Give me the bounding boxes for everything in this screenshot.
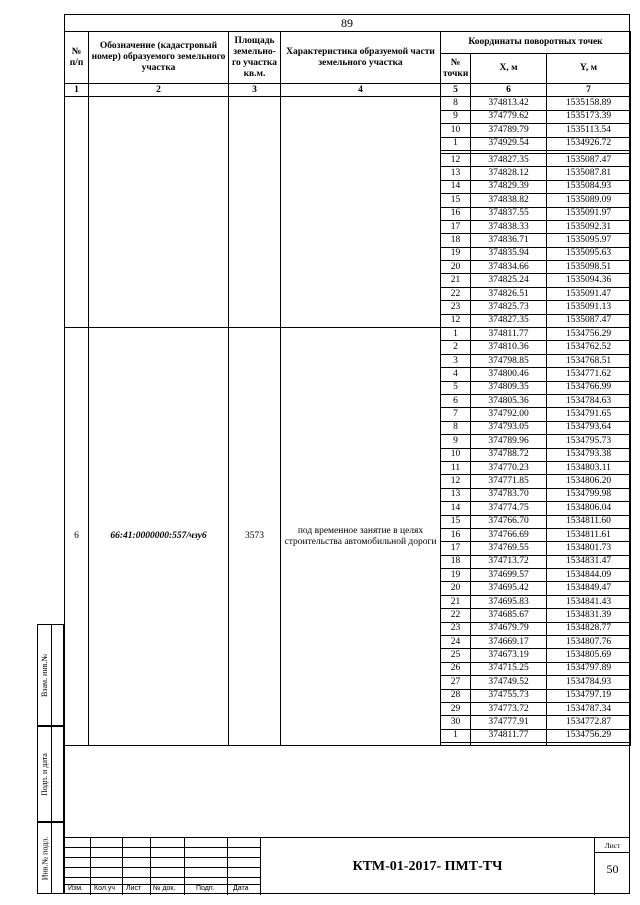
point-number: 21: [441, 274, 471, 287]
point-number: 18: [441, 234, 471, 247]
point-number: 22: [441, 287, 471, 300]
caption-sign: Подп.: [196, 885, 215, 892]
point-number: 18: [441, 555, 471, 568]
column-number: 2: [89, 84, 229, 97]
coord-x: 374769.55: [471, 542, 547, 555]
point-number: 24: [441, 636, 471, 649]
coord-x: 374715.25: [471, 662, 547, 675]
point-number: 15: [441, 194, 471, 207]
coord-y: 1534772.87: [547, 716, 631, 729]
coord-y: 1535087.47: [547, 314, 631, 327]
table-row: [65, 97, 631, 110]
point-number: 19: [441, 569, 471, 582]
coord-y: 1534799.98: [547, 488, 631, 501]
title-block: [64, 837, 630, 895]
sheet-number: 50: [606, 862, 619, 876]
coord-y: 1534762.52: [547, 341, 631, 354]
stamp-divider: [51, 727, 52, 821]
coord-x: 374813.42: [471, 97, 547, 110]
point-number: 13: [441, 488, 471, 501]
coord-x: 374825.73: [471, 301, 547, 314]
sheet-box: [595, 838, 630, 895]
coord-x: 374788.72: [471, 448, 547, 461]
revision-grid: [64, 838, 260, 895]
caption-doc-no: № док.: [153, 885, 176, 892]
coord-y: 1535089.09: [547, 194, 631, 207]
header-y: Y, м: [547, 54, 631, 84]
block1-designation: [89, 97, 229, 328]
point-number: 15: [441, 515, 471, 528]
coord-x: 374811.77: [471, 729, 547, 742]
document-code: КТМ-01-2017- ПМТ-ТЧ: [260, 838, 595, 895]
point-number: 5: [441, 381, 471, 394]
point-number: 6: [441, 394, 471, 407]
coord-x: 374766.69: [471, 528, 547, 541]
coord-x: 374838.33: [471, 220, 547, 233]
coord-x: 374811.77: [471, 328, 547, 341]
header-no: № п/п: [65, 32, 89, 84]
coord-y: 1534756.29: [547, 729, 631, 742]
coord-y: 1534849.47: [547, 582, 631, 595]
point-number: 8: [441, 421, 471, 434]
page-number: 89: [341, 16, 353, 30]
stamp-divider: [51, 823, 52, 893]
caption-kol-uch: Кол.уч: [94, 885, 115, 892]
coord-y: 1534811.61: [547, 528, 631, 541]
coord-y: 1535094.36: [547, 274, 631, 287]
header-designation: Обозначение (кадастровый номер) образуемого земельного участка: [89, 32, 229, 84]
coord-y: 1534787.34: [547, 702, 631, 715]
coord-x: 374777.91: [471, 716, 547, 729]
point-number: 1: [441, 729, 471, 742]
block1-area: [229, 97, 281, 328]
coord-y: 1534795.73: [547, 435, 631, 448]
coord-y: 1535158.89: [547, 97, 631, 110]
point-number: 2: [441, 341, 471, 354]
caption-izm: Изм.: [68, 885, 83, 892]
coord-y: 1535091.47: [547, 287, 631, 300]
grid-line: [227, 838, 228, 895]
coord-x: 374695.83: [471, 595, 547, 608]
coord-x: 374829.39: [471, 180, 547, 193]
coord-y: 1534797.89: [547, 662, 631, 675]
point-number: 10: [441, 124, 471, 137]
grid-line: [64, 847, 260, 848]
area-value: 3573: [229, 328, 281, 746]
point-number: 19: [441, 247, 471, 260]
column-numbers-row: [65, 84, 631, 97]
point-number: 23: [441, 301, 471, 314]
coord-y: 1534784.93: [547, 676, 631, 689]
coord-x: 374798.85: [471, 354, 547, 367]
point-number: 26: [441, 662, 471, 675]
point-number: 16: [441, 207, 471, 220]
grid-line: [90, 838, 91, 895]
cadastral-number: 66:41:0000000:557/чзу6: [89, 328, 229, 746]
header-area: Площадь земельно-го участка кв.м.: [229, 32, 281, 84]
column-number: 7: [547, 84, 631, 97]
coord-y: 1534791.65: [547, 408, 631, 421]
point-number: 30: [441, 716, 471, 729]
coord-x: 374685.67: [471, 609, 547, 622]
coord-x: 374809.35: [471, 381, 547, 394]
column-number: 1: [65, 84, 89, 97]
grid-line: [595, 852, 630, 853]
stamp-sign-date-label: Подп. и дата: [40, 752, 49, 796]
coord-x: 374713.72: [471, 555, 547, 568]
point-number: 28: [441, 689, 471, 702]
point-number: 17: [441, 542, 471, 555]
column-number: 3: [229, 84, 281, 97]
point-number: 20: [441, 582, 471, 595]
column-number: 5: [441, 84, 471, 97]
point-number: 4: [441, 368, 471, 381]
coord-x: 374827.35: [471, 153, 547, 166]
point-number: 9: [441, 435, 471, 448]
coord-y: 1535087.47: [547, 153, 631, 166]
coord-y: 1534784.63: [547, 394, 631, 407]
coord-y: 1534831.47: [547, 555, 631, 568]
table-row: [65, 328, 631, 341]
point-number: 27: [441, 676, 471, 689]
stamp-sign-date: [37, 726, 64, 822]
coord-y: 1534803.11: [547, 461, 631, 474]
point-number: 20: [441, 261, 471, 274]
grid-line: [184, 838, 185, 895]
coord-x: 374789.79: [471, 124, 547, 137]
coord-y: 1534807.76: [547, 636, 631, 649]
block1-no: [65, 97, 89, 328]
coord-x: 374826.51: [471, 287, 547, 300]
point-number: 22: [441, 609, 471, 622]
header-coordinates: Координаты поворотных точек: [441, 32, 631, 54]
coord-y: 1534805.69: [547, 649, 631, 662]
point-number: 12: [441, 314, 471, 327]
coord-y: 1534793.64: [547, 421, 631, 434]
coord-x: 374929.54: [471, 137, 547, 150]
point-number: 14: [441, 502, 471, 515]
coord-y: 1535173.39: [547, 110, 631, 123]
coord-x: 374800.46: [471, 368, 547, 381]
coord-y: 1535095.97: [547, 234, 631, 247]
coord-x: 374695.42: [471, 582, 547, 595]
point-number: 16: [441, 528, 471, 541]
point-number: 1: [441, 137, 471, 150]
point-number: 23: [441, 622, 471, 635]
coord-x: 374679.79: [471, 622, 547, 635]
coord-x: 374749.52: [471, 676, 547, 689]
coord-y: 1534926.72: [547, 137, 631, 150]
coord-y: 1535098.51: [547, 261, 631, 274]
coord-x: 374837.55: [471, 207, 547, 220]
point-number: 1: [441, 328, 471, 341]
coord-y: 1534828.77: [547, 622, 631, 635]
coord-x: 374669.17: [471, 636, 547, 649]
column-number: 4: [281, 84, 441, 97]
point-number: 29: [441, 702, 471, 715]
coordinates-table: [64, 31, 631, 746]
coord-y: 1534801.73: [547, 542, 631, 555]
coord-y: 1535091.13: [547, 301, 631, 314]
coord-x: 374789.96: [471, 435, 547, 448]
coord-x: 374770.23: [471, 461, 547, 474]
point-number: 3: [441, 354, 471, 367]
coord-y: 1535091.97: [547, 207, 631, 220]
coord-x: 374828.12: [471, 167, 547, 180]
point-number: 21: [441, 595, 471, 608]
grid-line: [64, 857, 260, 858]
coord-y: 1534766.99: [547, 381, 631, 394]
coord-x: 374792.00: [471, 408, 547, 421]
empty-cell: [547, 743, 631, 746]
sheet-label: Лист: [604, 841, 621, 850]
point-number: 12: [441, 153, 471, 166]
row-number: 6: [65, 328, 89, 746]
block1-characteristic: [281, 97, 441, 328]
coord-x: 374825.24: [471, 274, 547, 287]
header-x: X, м: [471, 54, 547, 84]
coord-x: 374838.82: [471, 194, 547, 207]
coord-y: 1534771.62: [547, 368, 631, 381]
point-number: 9: [441, 110, 471, 123]
coord-x: 374774.75: [471, 502, 547, 515]
grid-line: [64, 877, 260, 878]
coord-y: 1534844.09: [547, 569, 631, 582]
stamp-inv-orig-label: Инв.№ подл.: [40, 836, 49, 880]
coord-x: 374810.36: [471, 341, 547, 354]
coord-x: 374773.72: [471, 702, 547, 715]
stamp-inv-replace-label: Взам. инв.№: [40, 653, 49, 697]
coord-x: 374827.35: [471, 314, 547, 327]
column-number: 6: [471, 84, 547, 97]
stamp-inv-replace: [37, 624, 64, 726]
point-number: 14: [441, 180, 471, 193]
grid-line: [64, 867, 260, 868]
coord-y: 1534806.04: [547, 502, 631, 515]
point-number: 11: [441, 461, 471, 474]
coord-y: 1535087.81: [547, 167, 631, 180]
point-number: 25: [441, 649, 471, 662]
coord-x: 374805.36: [471, 394, 547, 407]
coord-y: 1534831.39: [547, 609, 631, 622]
point-number: 13: [441, 167, 471, 180]
coord-y: 1534797.19: [547, 689, 631, 702]
stamp-inv-orig: [37, 822, 64, 894]
characteristic-text: под временное занятие в целях строительства автомобильной дороги: [281, 328, 441, 746]
grid-line: [150, 838, 151, 895]
coord-y: 1535095.63: [547, 247, 631, 260]
grid-line: [122, 838, 123, 895]
coord-x: 374783.70: [471, 488, 547, 501]
caption-date: Дата: [233, 885, 249, 892]
point-number: 7: [441, 408, 471, 421]
coord-x: 374771.85: [471, 475, 547, 488]
header-characteristic: Характеристика образуемой части земельного участка: [281, 32, 441, 84]
point-number: 17: [441, 220, 471, 233]
coord-y: 1535084.93: [547, 180, 631, 193]
coord-x: 374793.05: [471, 421, 547, 434]
coord-y: 1534756.29: [547, 328, 631, 341]
coord-x: 374835.94: [471, 247, 547, 260]
coord-y: 1534768.51: [547, 354, 631, 367]
coord-y: 1534806.20: [547, 475, 631, 488]
coord-x: 374834.66: [471, 261, 547, 274]
point-number: 12: [441, 475, 471, 488]
coord-x: 374699.57: [471, 569, 547, 582]
coord-y: 1534793.38: [547, 448, 631, 461]
point-number: 10: [441, 448, 471, 461]
coord-y: 1534811.60: [547, 515, 631, 528]
point-number: 8: [441, 97, 471, 110]
empty-cell: [471, 743, 547, 746]
coord-x: 374755.73: [471, 689, 547, 702]
coord-x: 374766.70: [471, 515, 547, 528]
coord-x: 374673.19: [471, 649, 547, 662]
coord-x: 374836.71: [471, 234, 547, 247]
coord-y: 1535092.31: [547, 220, 631, 233]
header-point-no: № точки: [441, 54, 471, 84]
empty-cell: [441, 743, 471, 746]
stamp-divider: [51, 625, 52, 725]
caption-list: Лист: [126, 885, 142, 892]
coord-y: 1535113.54: [547, 124, 631, 137]
coord-y: 1534841.43: [547, 595, 631, 608]
coord-x: 374779.62: [471, 110, 547, 123]
